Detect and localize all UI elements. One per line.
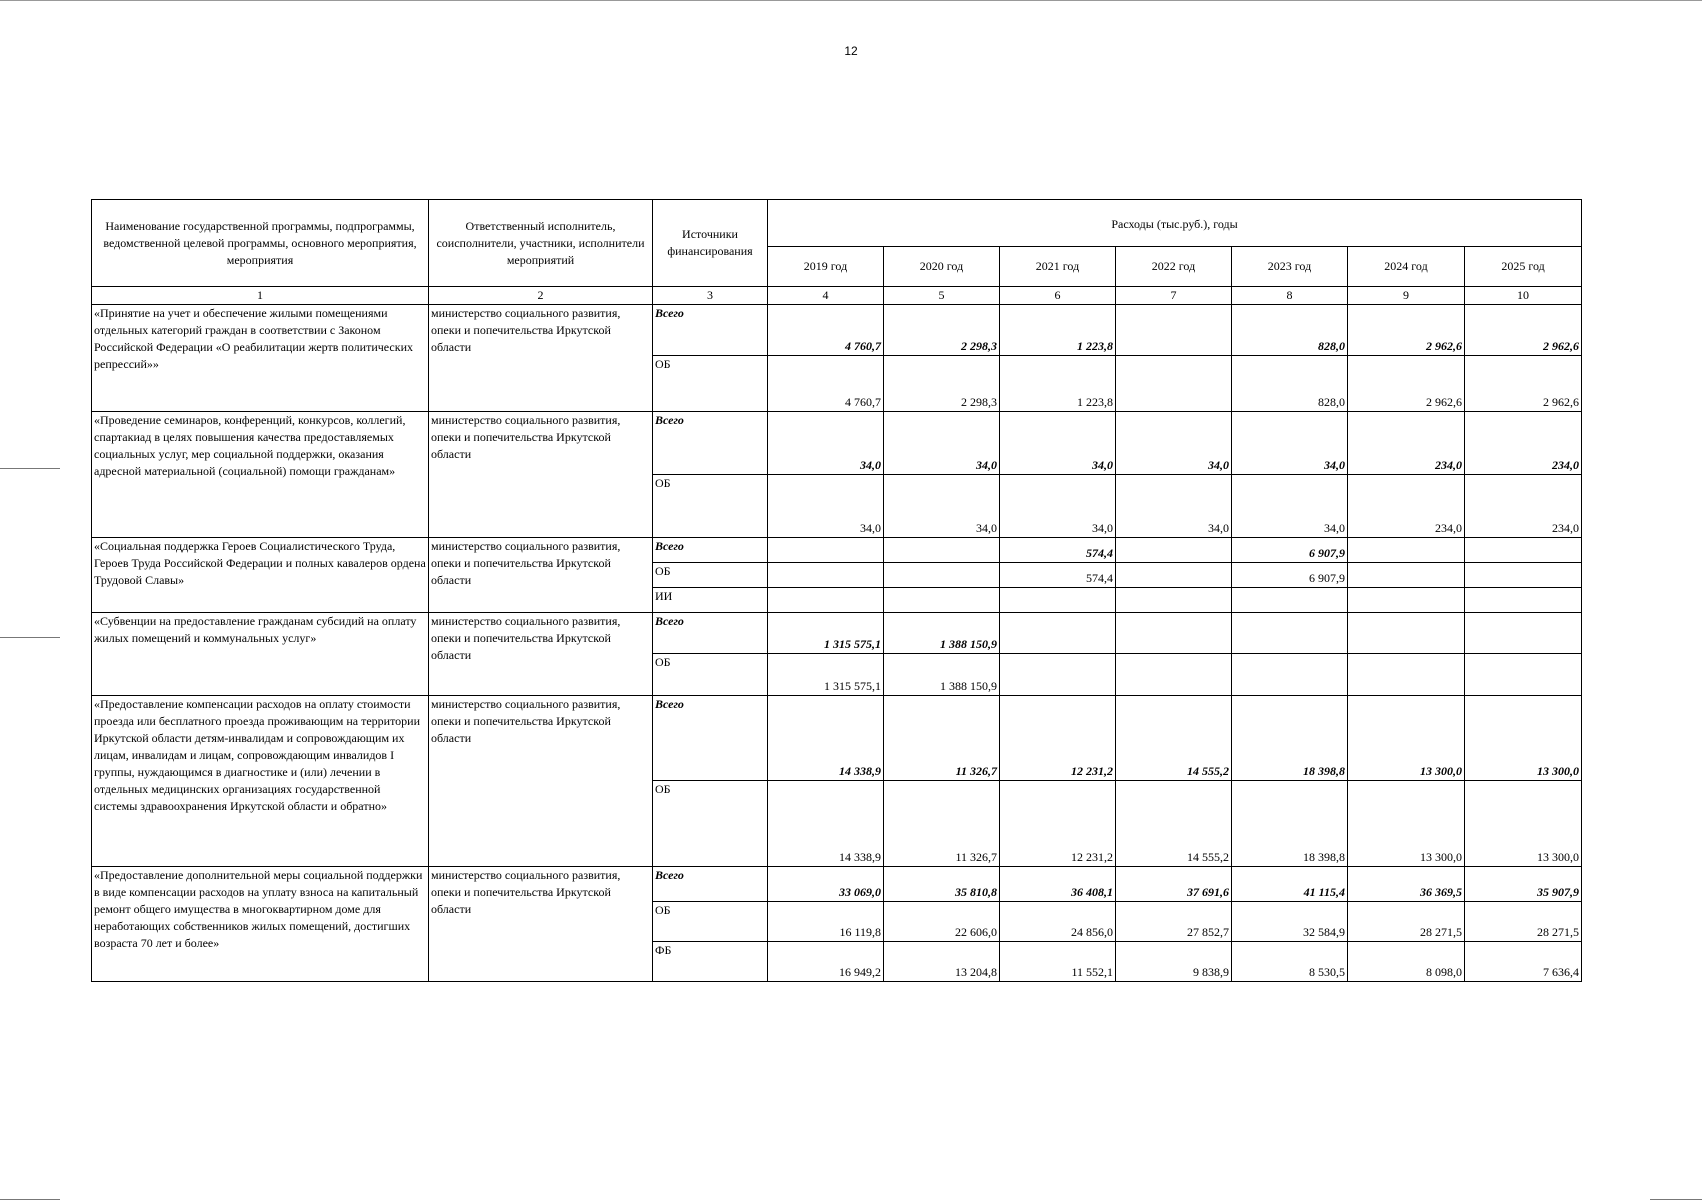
expense-value	[1465, 538, 1582, 563]
expense-value: 34,0	[884, 412, 1000, 475]
expense-value	[1116, 563, 1232, 588]
funding-source: ОБ	[653, 563, 768, 588]
measure-name: «Проведение семинаров, конференций, конкурсов, коллегий, спартакиад в целях повышения качества предоставляемых социальных услуг, мер социальной поддержки, оказания адресной материальной (социальной) помощи гражданам»	[92, 412, 429, 538]
expense-value: 2 298,3	[884, 305, 1000, 356]
expense-value	[768, 588, 884, 613]
expense-value: 34,0	[1232, 475, 1348, 538]
funding-source: ОБ	[653, 475, 768, 538]
expense-value: 18 398,8	[1232, 696, 1348, 781]
expense-value	[1000, 613, 1116, 654]
expense-value: 13 300,0	[1348, 696, 1465, 781]
expense-value	[1232, 613, 1348, 654]
funding-source: Всего	[653, 613, 768, 654]
expense-value: 574,4	[1000, 538, 1116, 563]
expense-value: 12 231,2	[1000, 696, 1116, 781]
funding-source: ОБ	[653, 781, 768, 867]
expense-value: 32 584,9	[1232, 902, 1348, 942]
column-number: 7	[1116, 287, 1232, 305]
expense-value: 12 231,2	[1000, 781, 1116, 867]
expense-value: 13 300,0	[1348, 781, 1465, 867]
column-number: 9	[1348, 287, 1465, 305]
expense-value: 574,4	[1000, 563, 1116, 588]
expense-value: 41 115,4	[1232, 867, 1348, 902]
expense-value	[1465, 588, 1582, 613]
expense-value	[768, 538, 884, 563]
table-row	[92, 538, 1582, 563]
expense-value: 37 691,6	[1116, 867, 1232, 902]
funding-source: Всего	[653, 412, 768, 475]
expense-value	[1348, 563, 1465, 588]
expense-value: 1 388 150,9	[884, 613, 1000, 654]
funding-source: Всего	[653, 538, 768, 563]
responsible-executor: министерство социального развития, опеки и попечительства Иркутской области	[429, 867, 653, 982]
expense-value	[1116, 538, 1232, 563]
expense-value: 36 408,1	[1000, 867, 1116, 902]
year-header: 2025 год	[1465, 247, 1582, 287]
expense-value	[1465, 654, 1582, 696]
header-source: Источники финансирования	[653, 200, 768, 287]
expense-value: 34,0	[884, 475, 1000, 538]
measure-name: «Принятие на учет и обеспечение жилыми помещениями отдельных категорий граждан в соответствии с Законом Российской Федерации «О реабилитации жертв политических репрессий»»	[92, 305, 429, 412]
expense-value	[1348, 613, 1465, 654]
expense-value: 16 949,2	[768, 942, 884, 982]
expense-value: 7 636,4	[1465, 942, 1582, 982]
expense-value: 34,0	[1232, 412, 1348, 475]
expense-value: 14 555,2	[1116, 696, 1232, 781]
column-number: 5	[884, 287, 1000, 305]
expense-value: 6 907,9	[1232, 563, 1348, 588]
expense-value: 34,0	[1000, 475, 1116, 538]
expense-value: 35 907,9	[1465, 867, 1582, 902]
expense-value	[1465, 563, 1582, 588]
expense-value: 36 369,5	[1348, 867, 1465, 902]
expense-value: 8 530,5	[1232, 942, 1348, 982]
expense-value: 16 119,8	[768, 902, 884, 942]
measure-name: «Субвенции на предоставление гражданам субсидий на оплату жилых помещений и коммунальных услуг»	[92, 613, 429, 696]
expense-value: 34,0	[1116, 412, 1232, 475]
expense-value: 234,0	[1348, 412, 1465, 475]
expense-value: 1 315 575,1	[768, 654, 884, 696]
expense-value: 2 962,6	[1348, 356, 1465, 412]
expense-value	[1000, 654, 1116, 696]
expense-value: 34,0	[768, 412, 884, 475]
expense-value: 18 398,8	[1232, 781, 1348, 867]
expense-value: 14 555,2	[1116, 781, 1232, 867]
measure-name: «Предоставление дополнительной меры социальной поддержки в виде компенсации расходов на уплату взноса на капитальный ремонт общего имущества в многоквартирном доме для неработающих собственников жилых помещений, достигших возраста 70 лет и более»	[92, 867, 429, 982]
expense-value	[884, 588, 1000, 613]
expense-value: 1 315 575,1	[768, 613, 884, 654]
year-header: 2023 год	[1232, 247, 1348, 287]
column-number: 6	[1000, 287, 1116, 305]
expense-value: 14 338,9	[768, 781, 884, 867]
measure-name: «Социальная поддержка Героев Социалистического Труда, Героев Труда Российской Федерации и полных кавалеров ордена Трудовой Славы»	[92, 538, 429, 613]
table-row	[92, 305, 1582, 356]
responsible-executor: министерство социального развития, опеки и попечительства Иркутской области	[429, 412, 653, 538]
expense-value	[1232, 588, 1348, 613]
expense-value: 4 760,7	[768, 305, 884, 356]
column-number: 2	[429, 287, 653, 305]
expense-value: 234,0	[1465, 475, 1582, 538]
measure-name: «Предоставление компенсации расходов на оплату стоимости проезда или бесплатного проезда проживающим на территории Иркутской области детям-инвалидам и сопровождающим их лицам, инвалидам и лицам, сопровождающим инвалидов I группы, нуждающимся в диагностике и (или) лечении в отдельных медицинских организациях государственной системы здравоохранения Иркутской области и обратно»	[92, 696, 429, 867]
funding-source: Всего	[653, 867, 768, 902]
expense-value: 828,0	[1232, 356, 1348, 412]
funding-source: ОБ	[653, 654, 768, 696]
expense-value: 11 326,7	[884, 696, 1000, 781]
expense-value: 33 069,0	[768, 867, 884, 902]
expense-value: 1 388 150,9	[884, 654, 1000, 696]
responsible-executor: министерство социального развития, опеки и попечительства Иркутской области	[429, 613, 653, 696]
expense-value: 14 338,9	[768, 696, 884, 781]
header-expenses: Расходы (тыс.руб.), годы	[768, 200, 1582, 247]
expense-value: 11 552,1	[1000, 942, 1116, 982]
expense-value	[1348, 538, 1465, 563]
year-header: 2021 год	[1000, 247, 1116, 287]
expense-value: 34,0	[1116, 475, 1232, 538]
table-row	[92, 613, 1582, 654]
responsible-executor: министерство социального развития, опеки и попечительства Иркутской области	[429, 696, 653, 867]
expense-value: 35 810,8	[884, 867, 1000, 902]
expense-value	[1116, 613, 1232, 654]
funding-source: ФБ	[653, 942, 768, 982]
expense-value: 234,0	[1465, 412, 1582, 475]
expense-value: 8 098,0	[1348, 942, 1465, 982]
expense-value: 34,0	[1000, 412, 1116, 475]
expense-value: 9 838,9	[1116, 942, 1232, 982]
year-header: 2020 год	[884, 247, 1000, 287]
expense-value: 28 271,5	[1348, 902, 1465, 942]
column-number: 3	[653, 287, 768, 305]
left-edge-mark	[0, 468, 60, 469]
expense-value	[1116, 305, 1232, 356]
expense-value: 2 962,6	[1348, 305, 1465, 356]
header-responsible: Ответственный исполнитель, соисполнители, участники, исполнители мероприятий	[429, 200, 653, 287]
year-header: 2024 год	[1348, 247, 1465, 287]
expense-value: 6 907,9	[1232, 538, 1348, 563]
page-number: 12	[844, 44, 858, 58]
top-scan-line	[0, 0, 1702, 1]
column-number: 8	[1232, 287, 1348, 305]
expense-value: 234,0	[1348, 475, 1465, 538]
expense-value	[1232, 654, 1348, 696]
expense-value	[1116, 356, 1232, 412]
responsible-executor: министерство социального развития, опеки и попечительства Иркутской области	[429, 305, 653, 412]
responsible-executor: министерство социального развития, опеки и попечительства Иркутской области	[429, 538, 653, 613]
table-body	[92, 305, 1582, 982]
expense-value	[884, 538, 1000, 563]
table-row	[92, 696, 1582, 781]
expense-value: 1 223,8	[1000, 356, 1116, 412]
expense-value: 34,0	[768, 475, 884, 538]
expense-value: 27 852,7	[1116, 902, 1232, 942]
expense-value: 2 962,6	[1465, 356, 1582, 412]
year-header: 2022 год	[1116, 247, 1232, 287]
year-header: 2019 год	[768, 247, 884, 287]
expense-value	[768, 563, 884, 588]
header-name: Наименование государственной программы, подпрограммы, ведомственной целевой программы, основного мероприятия, мероприятия	[92, 200, 429, 287]
funding-source: Всего	[653, 696, 768, 781]
expense-value	[1465, 613, 1582, 654]
expense-value: 13 204,8	[884, 942, 1000, 982]
expense-value: 13 300,0	[1465, 696, 1582, 781]
expense-value	[884, 563, 1000, 588]
funding-source: ОБ	[653, 356, 768, 412]
expense-value	[1116, 588, 1232, 613]
budget-table	[91, 199, 1582, 982]
expense-value: 11 326,7	[884, 781, 1000, 867]
funding-source: Всего	[653, 305, 768, 356]
expense-value: 1 223,8	[1000, 305, 1116, 356]
table-row	[92, 867, 1582, 902]
expense-value: 13 300,0	[1465, 781, 1582, 867]
column-number: 10	[1465, 287, 1582, 305]
table-row	[92, 412, 1582, 475]
expense-value	[1348, 588, 1465, 613]
expense-value	[1348, 654, 1465, 696]
expense-value	[1116, 654, 1232, 696]
expense-value: 2 962,6	[1465, 305, 1582, 356]
column-number: 1	[92, 287, 429, 305]
funding-source: ОБ	[653, 902, 768, 942]
funding-source: ИИ	[653, 588, 768, 613]
expense-value	[1000, 588, 1116, 613]
expense-value: 28 271,5	[1465, 902, 1582, 942]
column-number: 4	[768, 287, 884, 305]
expense-value: 22 606,0	[884, 902, 1000, 942]
left-edge-mark	[0, 637, 60, 638]
expense-value: 24 856,0	[1000, 902, 1116, 942]
expense-value: 4 760,7	[768, 356, 884, 412]
expense-value: 2 298,3	[884, 356, 1000, 412]
column-number-row	[92, 287, 1582, 305]
expense-value: 828,0	[1232, 305, 1348, 356]
